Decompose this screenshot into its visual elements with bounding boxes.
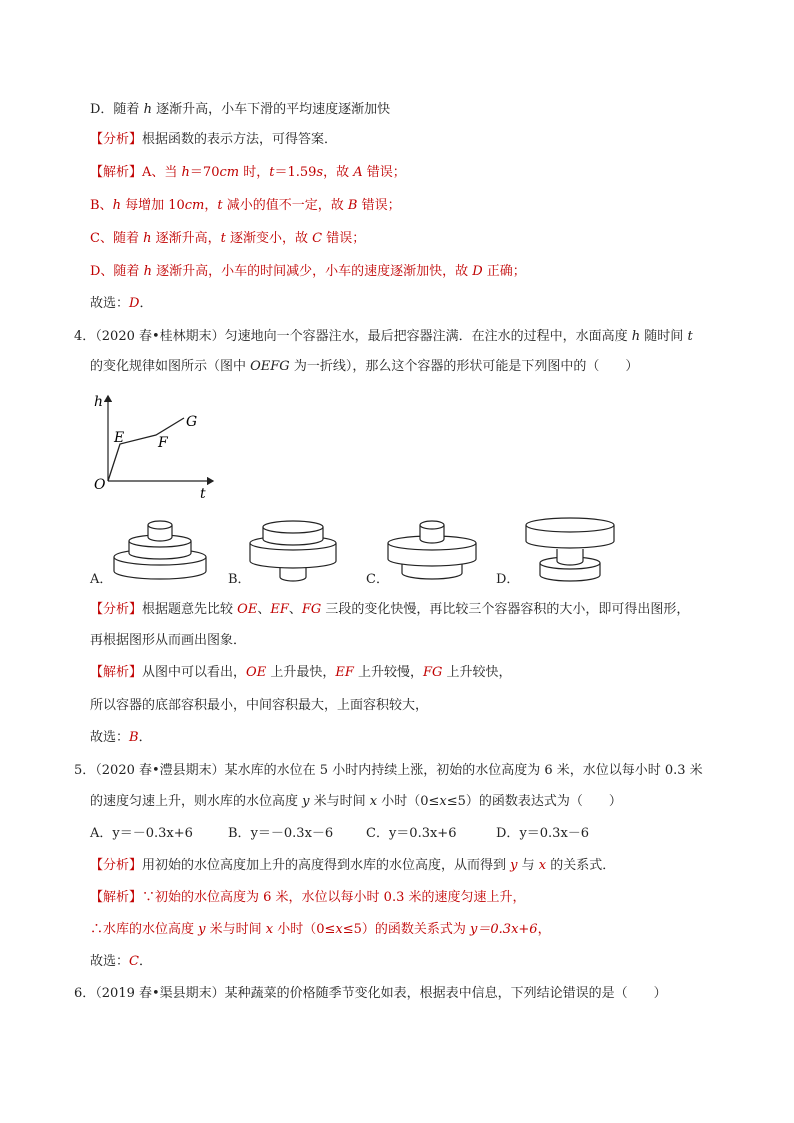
t: ． [139,296,153,311]
q4-graph [88,388,223,503]
q3-solution-line-3 [90,229,365,249]
q3-answer [90,294,152,314]
q4-analysis-line-1 [90,600,689,620]
t: ≤5）的函数表达式为（ ） [446,794,622,809]
v: EF [270,602,289,617]
option-expr: y＝0.3x－6 [519,826,590,841]
analysis-tag: 【分析】 [90,858,143,873]
container-d [524,515,616,583]
q3-analysis [90,130,337,150]
label-e: E [114,430,125,446]
option-label: A． [90,826,113,841]
v: t [220,231,226,246]
t: 、 [288,602,302,617]
t: 故选： [90,730,130,745]
v: x [265,922,274,937]
v: x [335,922,343,937]
q5-analysis [90,856,615,876]
answer-value: C [129,954,139,969]
q4-solution-line-2: 所以容器的底部容积最小，中间容积最大，上面容积较大， [90,698,429,713]
analysis-tag: 【分析】 [90,132,143,147]
t: 小时（0≤ [377,794,440,809]
v: s [316,165,324,180]
q4-option-c-label: C． [366,572,389,587]
t: 的关系式． [546,858,616,873]
q5-solution-line-1 [90,888,526,908]
v: FG [422,665,443,680]
q3-solution-line-4 [90,262,526,282]
container-b [248,515,340,583]
analysis-text: 根据函数的表示方法，可得答案． [142,132,338,147]
polyline-oefg [108,418,184,481]
t: B、 [90,198,113,213]
v: OE [237,602,258,617]
q5-option-a [90,824,193,844]
t: 米与时间 [309,794,370,809]
t: ． [138,954,152,969]
v: x [439,794,447,809]
t: 错误； [362,165,406,180]
text: 逐渐升高，小车下滑的平均速度逐渐加快 [151,102,391,117]
v: FG [301,602,322,617]
t: ∵初始的水位高度为 6 米，水位以每小时 0.3 米的速度匀速上升， [142,890,526,905]
t: 根据题意先比较 [142,602,238,617]
t: D、随着 [90,264,144,279]
q5-option-c [366,824,456,844]
solution-tag: 【解析】 [90,890,143,905]
t: 为一折线），那么这个容器的形状可能是下列图中的（ ） [289,359,639,374]
t: 逐渐升高， [151,231,221,246]
v: h [631,329,641,344]
q5-answer [90,952,152,972]
t: 时， [239,165,270,180]
t: ． [138,730,152,745]
t: 小时（0≤ [273,922,336,937]
option-expr: y＝－0.3x－6 [250,826,334,841]
t: ， [537,922,551,937]
q4-option-a-label: A． [90,572,113,587]
q4-option-d-label: D． [496,572,520,587]
q5-stem-line-1: 5．（2020 春•澧县期末）某水库的水位在 5 小时内持续上涨，初始的水位高度为 6 米，水位以每小时 0.3 米 [74,763,703,778]
t: ＝1.59 [274,165,317,180]
q5-stem-line-2 [90,792,622,812]
q4-option-b-label: B． [228,572,251,587]
v: A [353,165,363,180]
t: ， [204,198,218,213]
t: 上升较慢， [353,665,423,680]
v: h [143,231,152,246]
container-c [386,515,478,583]
q5-solution-line-2 [90,920,551,940]
option-expr: y＝－0.3x+6 [112,826,193,841]
option-expr: y＝0.3x+6 [388,826,457,841]
t: 逐渐升高，小车的时间减少，小车的速度逐渐加快，故 [151,264,473,279]
option-label: B． [228,826,251,841]
t: 、 [257,602,271,617]
t: 减小的值不一定，故 [222,198,348,213]
q4-stem-line-1 [74,327,693,347]
label-f: F [158,435,168,451]
q4-solution-line-1 [90,663,512,683]
t: 米与时间 [205,922,266,937]
v: t [217,198,223,213]
t: 4．（2020 春•桂林期末）匀速地向一个容器注水，最后把容器注满．在注水的过程中，水面高度 [74,329,632,344]
v: C [312,231,323,246]
v: x [369,794,378,809]
v: OE [246,665,267,680]
v: h [112,198,121,213]
label-h: h [94,394,104,410]
v: B [347,198,358,213]
v: h [181,165,190,180]
t: 正确； [482,264,526,279]
t: 从图中可以看出， [142,665,247,680]
v: t [687,329,693,344]
v: h [143,264,152,279]
v: y＝0.3x+6 [470,922,538,937]
t: 三段的变化快慢，再比较三个容器容积的大小，即可得出图形， [321,602,690,617]
t: 的变化规律如图所示（图中 [90,359,251,374]
var: h [143,102,152,117]
answer-value: B [129,730,139,745]
q3-solution-line-2 [90,196,401,216]
t: 错误； [322,231,366,246]
q5-option-b [228,824,333,844]
text: D．随着 [90,102,144,117]
t: 用初始的水位高度加上升的高度得到水库的水位高度，从而得到 [142,858,511,873]
option-label: D． [496,826,520,841]
v: y [198,922,206,937]
answer-value: D [129,296,140,311]
t: ，故 [323,165,354,180]
q3-solution-line-1 [90,163,406,183]
v: D [472,264,483,279]
v: cm [184,198,205,213]
t: 随时间 [640,329,688,344]
v: x [538,858,547,873]
solution-tag: 【解析】 [90,665,143,680]
v: EF [335,665,354,680]
t: 上升较快， [442,665,512,680]
t: 错误； [357,198,401,213]
t: 逐渐变小，故 [225,231,313,246]
t: ＝70 [189,165,220,180]
t: ≤5）的函数关系式为 [342,922,471,937]
v: cm [219,165,240,180]
q3-option-d [90,100,390,120]
q4-answer [90,728,152,748]
option-label: C． [366,826,389,841]
t: 的速度匀速上升，则水库的水位高度 [90,794,303,809]
t: A、当 [142,165,182,180]
label-o: O [94,477,106,493]
t: 故选： [90,296,130,311]
t: 上升最快， [266,665,336,680]
label-g: G [186,414,198,430]
t: C、随着 [90,231,144,246]
t: 故选： [90,954,130,969]
t: ∴水库的水位高度 [90,922,199,937]
t: 与 [517,858,539,873]
label-t: t [200,486,206,502]
container-a [112,515,210,583]
v: y [510,858,518,873]
q4-analysis-line-2: 再根据图形从而画出图象． [90,633,247,648]
v: OEFG [250,359,290,374]
v: t [269,165,275,180]
v: y [302,794,310,809]
analysis-tag: 【分析】 [90,602,143,617]
q5-option-d [496,824,589,844]
solution-tag: 【解析】 [90,165,143,180]
q6-stem: 6．（2019 春•渠县期末）某种蔬菜的价格随季节变化如表，根据表中信息，下列结论错误的是（ ） [74,986,667,1001]
t: 每增加 10 [120,198,185,213]
q4-stem-line-2 [90,357,638,377]
